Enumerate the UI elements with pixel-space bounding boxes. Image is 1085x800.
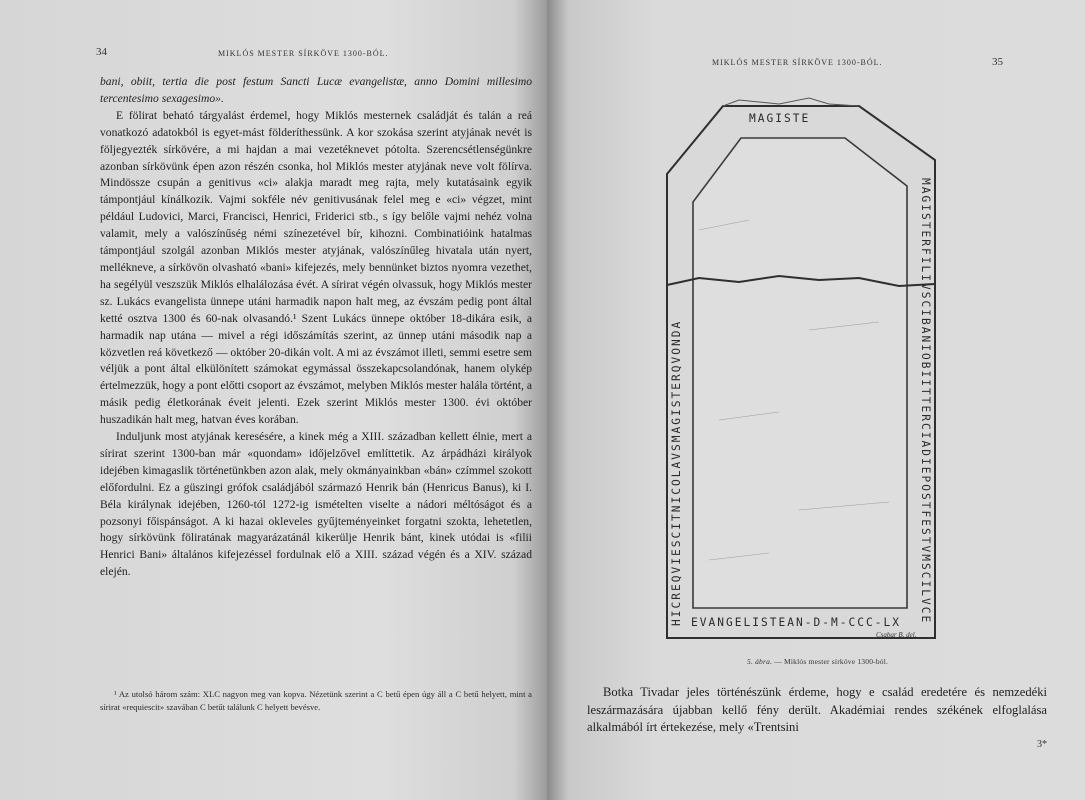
inscription-left: HICREQVIESCITNICOLAVSMAGISTERQVONDA <box>670 319 683 626</box>
right-body-text: Botka Tivadar jeles történészünk érdeme, hogy e család eredetére és nemzedéki leszármazására újabban kellő fény derült. Akadémiai rendes székének elfoglalása alkalmából írt értekezése, mely «Trentsini <box>587 685 1047 734</box>
inscription-right: MAGISTERFILIVSCIBANIOBIITTERCIADIEPOSTFESTVMSCILVCE <box>919 178 932 625</box>
page-number-left: 34 <box>96 46 107 58</box>
paragraph-body-1: E fölirat beható tárgyalást érdemel, hogy Miklós mesternek családját és talán a reá vonatkozó adatokból is egyet-mást földeríthessünk. A kor szokása szerint atyjának nevét is följegyezték sírkövére, a mi hajdan a mai vezetéknevet pótolta. Szerencsétlenségünkre azonban sírkövünk épen azon részén csonka, hol Miklós mester atyjának neve volt fölírva. Mindössze csupán a genitivus «ci» alakja maradt meg rajta, mely kutatásaink egyik támpontjául kínálkozik. Vajmi sokféle név genitivusának felel meg e «ci» végzet, mint például Ludovici, Marci, Francisci, Henrici, Friderici stb., s így belőle vajmi nehéz volna valamit, mely a valószínűség némi színezetével bír, kihozni. Combinatióink hatalmas támpontjául szolgál azonban Miklós mester atyjának, valószínűleg hivatala után nyert, melléknevе, a sírkövön olvasható «bani» kifejezés, mely bennünket biztos nyomra vezethet, ha segélyül veszszük Miklós elhalálozása évét. A sírirat végén olvassuk, hogy Miklós mester sz. Lukács evangelista ünnepe utáni harmadik napon halt meg, az évszám pedig pont által ketté osztva 1300 és 60-nak olvasandó.¹ Szent Lukács ünnepe október 18-dikára esik, a harmadik nap utána — mivel a régi időszámítás szerint, az ünnep utáni második nap a közvetlen reá következő — október 20-dikán volt. A mi az évszámot illeti, semmi esetre sem véljük a pont által elkülönített számokat egymással összekapcsolandónak, hanem olykép értelmezzük, hogy a pont előtti csoport az évszámot, melyben Miklós mester halála történt, a másik pedig életkorának éveit jelenti. Ezek szerint Miklós mester 1300. évi október huszadikán halt meg, hatvan éves korában. <box>100 108 532 427</box>
paragraph-body-2: Induljunk most atyjának keresésére, a kinek még a XIII. században kellett élnie, mert a sírirat szerint 1300-ban már «quondam» időjelzővel említtetik. Az árpádházi királyok idejében kimagaslik történetünkben azon alak, mely okmányainkban «bán» czímmel szokott előfordulni. Ez a güszingi grófok családjából származó Henrik bán (Henricus Banus), ki I. Béla királynak idejében, 1260-tól 1272-ig ismételten viselte a nádori méltóságot és a pozsonyi főispánságot. A ki hazai okleveles gyűjteményeinket forgatni szokta, lehetetlen, hogy sírkövünk föliratának magyarázatánál kikerülje Henrik bánt, kinek utódai is «filii Henrici Bani» általános kifejezéssel fordulnak elő a XIII. század végén és a XIV. század elején. <box>100 430 532 579</box>
running-head-left: MIKLÓS MESTER SÍRKÖVE 1300-BÓL. <box>218 49 389 58</box>
footnote: ¹ Az utolsó három szám: XLC nagyon meg van kopva. Nézetünk szerint a C betű épen úgy áll a C betű helyett, mint a sírirat «requiescit» szavában C betűt találunk C helyett bevésve. <box>100 689 532 712</box>
signature-mark: 3* <box>1037 739 1047 750</box>
inscription-top: MAGISTE <box>749 112 811 125</box>
tombstone-figure <box>659 90 939 640</box>
figure-caption <box>747 657 888 666</box>
left-body-text <box>100 74 532 581</box>
page-number-right: 35 <box>992 56 1003 68</box>
right-page <box>547 0 1085 800</box>
stone-inner-panel <box>693 138 907 608</box>
figure-caption-text: — Miklós mester sírköve 1300-ból. <box>774 657 889 666</box>
inscription-bottom: EVANGELISTEAN-D-M-CCC-LX <box>691 616 901 629</box>
stone-top-break <box>723 98 859 106</box>
figure-credit: Csabar B. del. <box>876 631 917 639</box>
tombstone-drawing <box>659 90 939 640</box>
running-head-right: MIKLÓS MESTER SÍRKÖVE 1300-BÓL. <box>712 58 883 67</box>
figure-caption-number: 5. ábra. <box>747 657 773 666</box>
paragraph-latin-quote: bani, obiit, tertia die post festum Sancti Lucæ evangelistæ, anno Domini millesimo tercentesimo sexagesimo». <box>100 75 532 105</box>
